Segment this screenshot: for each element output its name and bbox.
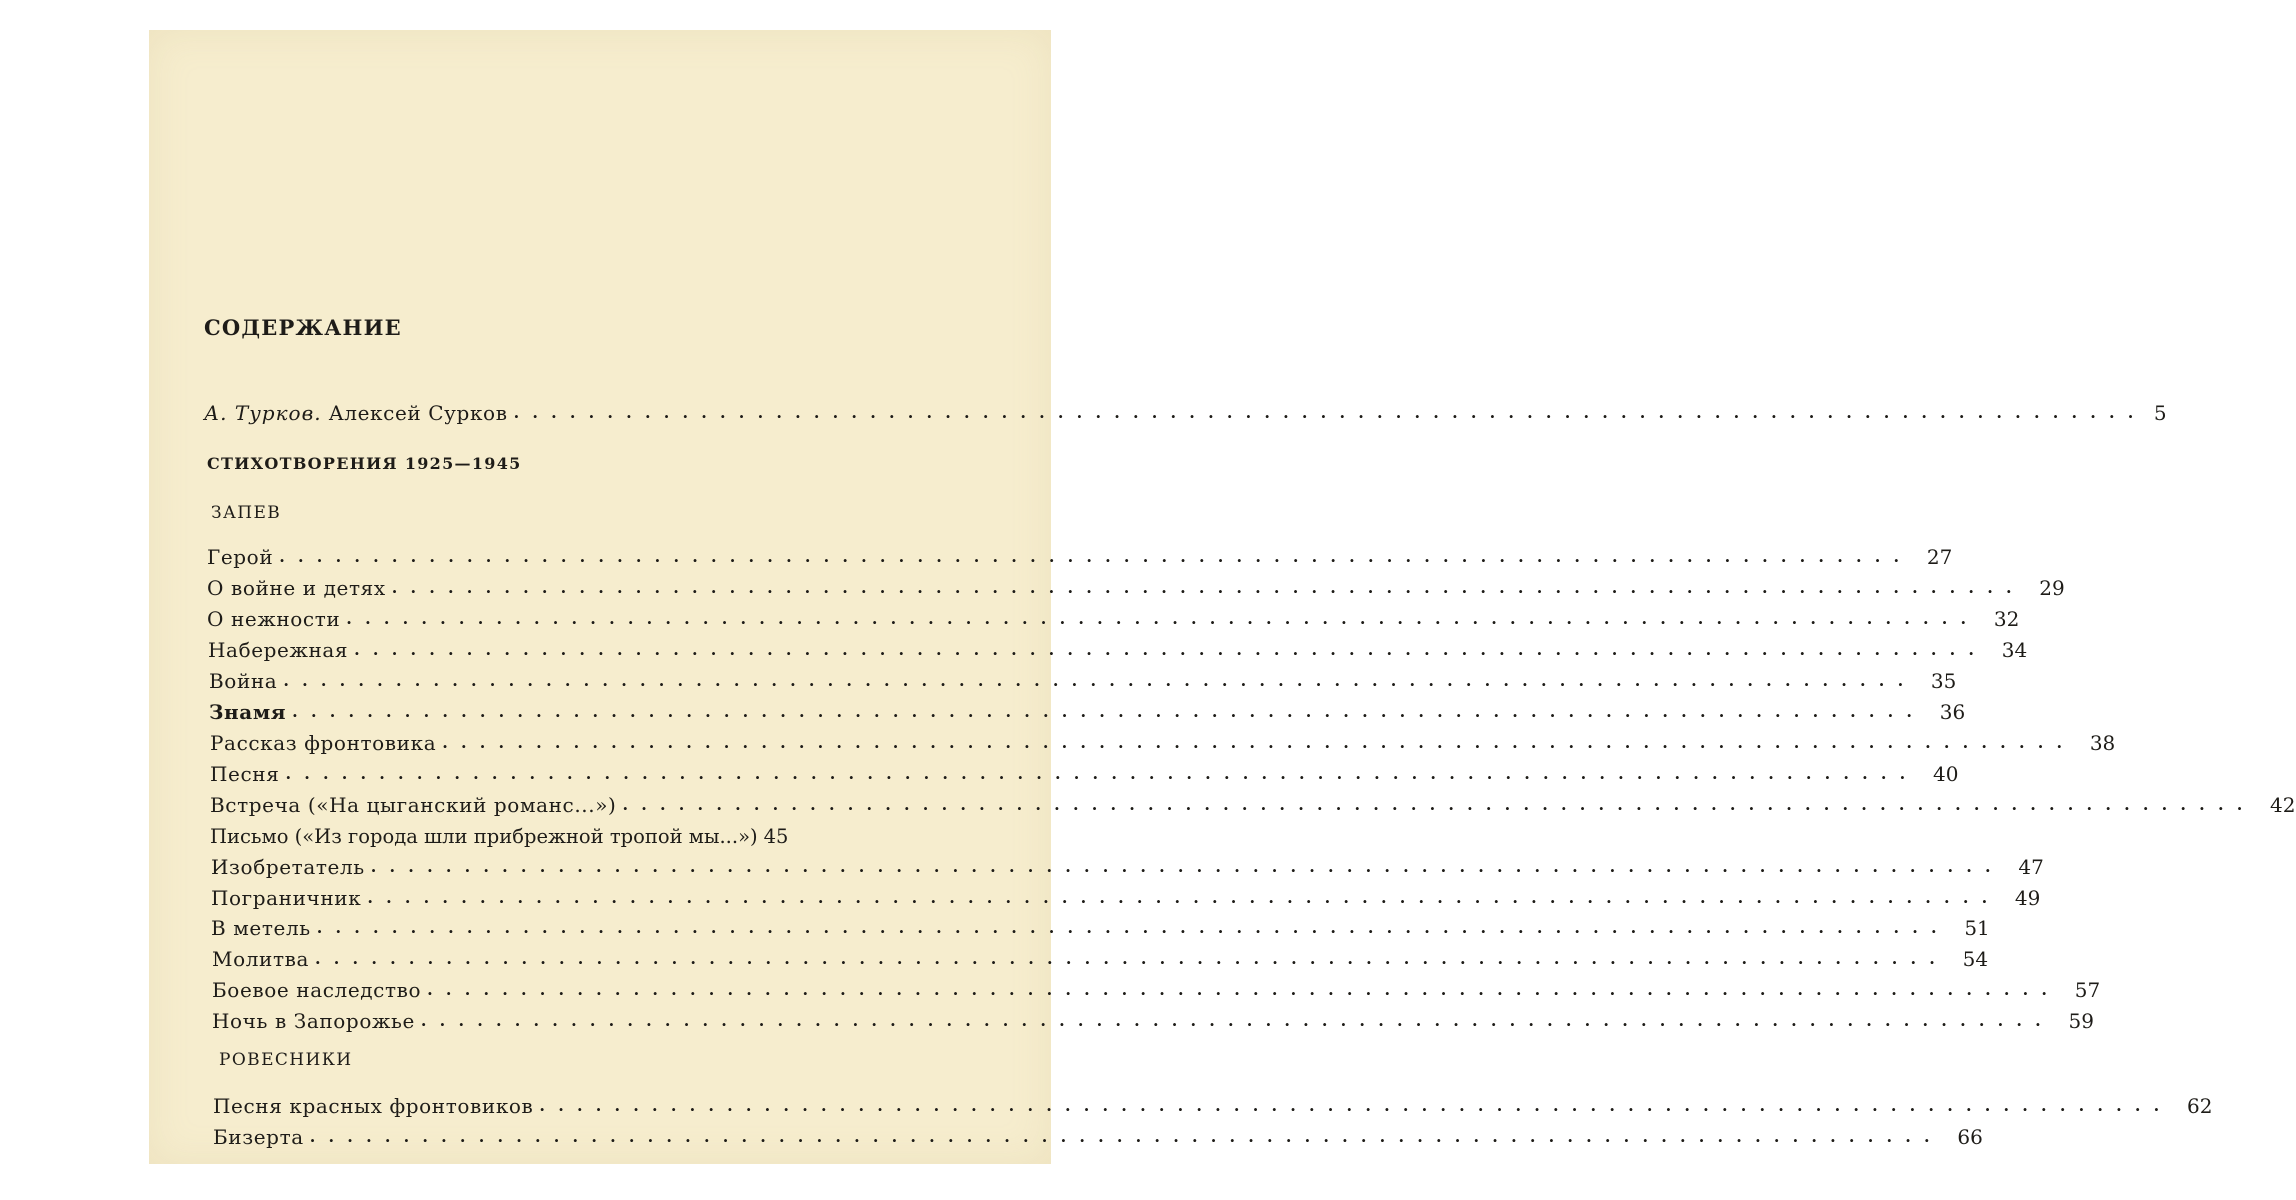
entry-title: Песня красных фронтовиков bbox=[213, 1094, 534, 1118]
toc-entry bbox=[212, 941, 1989, 971]
dot-leader: ....................................................................................... bbox=[539, 1096, 2173, 1115]
part-title: СТИХОТВОРЕНИЯ 1925—1945 bbox=[207, 454, 522, 473]
toc-entry bbox=[207, 601, 2020, 631]
page-number: 40 bbox=[1933, 762, 1959, 786]
page-number: 5 bbox=[2153, 401, 2167, 425]
entry-title: Бизерта bbox=[213, 1125, 304, 1149]
entry-title: Пограничник bbox=[211, 886, 362, 910]
entry-title: О войне и детях bbox=[207, 576, 386, 600]
toc-entry bbox=[207, 570, 2065, 600]
page-number: 27 bbox=[1926, 545, 1953, 569]
book-page bbox=[149, 30, 2296, 1164]
toc-entry bbox=[210, 756, 1959, 786]
entry-title: Песня bbox=[210, 762, 280, 786]
entry-title: Молитва bbox=[212, 947, 310, 971]
page-number: 59 bbox=[2068, 1009, 2094, 1033]
toc-entry bbox=[213, 1088, 2213, 1118]
page-number: 51 bbox=[1964, 916, 1990, 940]
entry-title: О нежности bbox=[207, 607, 341, 631]
toc-entry bbox=[210, 818, 914, 846]
contents-heading: СОДЕРЖАНИЕ bbox=[204, 315, 402, 340]
toc-entry bbox=[213, 1119, 1983, 1149]
dot-leader: ....................................................................................... bbox=[315, 949, 1949, 968]
entry-title: Боевое наследство bbox=[212, 978, 422, 1002]
page-number: 57 bbox=[2074, 978, 2101, 1002]
intro-author: А. Турков. bbox=[204, 401, 322, 425]
page-number: 36 bbox=[1939, 700, 1966, 724]
page-number: 38 bbox=[2089, 731, 2116, 755]
page-number: 34 bbox=[2001, 638, 2028, 662]
toc-entry bbox=[211, 880, 2041, 910]
section-title: ЗАПЕВ bbox=[211, 503, 282, 523]
page-number: 35 bbox=[1930, 669, 1957, 693]
entry-title: Изобретатель bbox=[211, 855, 365, 879]
page-number: 66 bbox=[1957, 1125, 1983, 1149]
toc-entry bbox=[210, 725, 2116, 755]
page-number: 45 bbox=[763, 824, 789, 848]
toc-entry bbox=[211, 910, 1990, 940]
toc-entry bbox=[211, 849, 2044, 879]
page-number: 32 bbox=[1993, 607, 2020, 631]
intro-title: Алексей Сурков bbox=[328, 401, 508, 425]
dot-leader: ....................................................................................... bbox=[420, 1011, 2054, 1030]
dot-leader: ....................................................................................... bbox=[391, 578, 2025, 597]
page-number: 47 bbox=[2018, 855, 2044, 879]
dot-leader: ....................................................................................... bbox=[622, 795, 2256, 814]
section-title: РОВЕСНИКИ bbox=[219, 1050, 353, 1070]
toc-entry bbox=[212, 1003, 2094, 1033]
entry-title: Рассказ фронтовика bbox=[210, 731, 437, 755]
entry-title: Встреча («На цыганский романс...») bbox=[210, 793, 617, 817]
toc-entry bbox=[209, 694, 1966, 724]
dot-leader: ....................................................................................... bbox=[354, 640, 1988, 659]
entry-title: Ночь в Запорожье bbox=[212, 1009, 415, 1033]
entry-title: Набережная bbox=[208, 638, 349, 662]
toc-entry bbox=[210, 787, 2296, 817]
dot-leader: ....................................................................................... bbox=[346, 609, 1980, 628]
entry-title: Герой bbox=[207, 545, 274, 569]
page-number: 49 bbox=[2014, 886, 2041, 910]
toc-entry bbox=[212, 972, 2101, 1002]
entry-title: Письмо («Из города шли прибрежной тропой мы...») bbox=[210, 824, 758, 848]
dot-leader: ....................................................................................... bbox=[279, 547, 1913, 566]
intro-entry bbox=[204, 395, 2167, 425]
dot-leader: ....................................................................................... bbox=[427, 980, 2061, 999]
dot-leader: ....................................................................................... bbox=[292, 702, 1926, 721]
dot-leader: ....................................................................................... bbox=[367, 888, 2001, 907]
dot-leader: ....................................................................................... bbox=[316, 918, 1950, 937]
entry-title: Война bbox=[209, 669, 278, 693]
dot-leader: ....................................................................................... bbox=[442, 733, 2076, 752]
page-number: 62 bbox=[2187, 1094, 2213, 1118]
toc-entry bbox=[207, 539, 1953, 569]
dot-leader: ....................................................................................... bbox=[283, 671, 1917, 690]
toc-entry bbox=[208, 632, 2028, 662]
dot-leader: ....................................................................................... bbox=[285, 764, 1919, 783]
page-number: 42 bbox=[2270, 793, 2296, 817]
dot-leader: ....................................................................................... bbox=[513, 403, 2147, 422]
entry-title: В метель bbox=[211, 916, 311, 940]
toc-entry bbox=[209, 663, 1957, 693]
page-number: 54 bbox=[1962, 947, 1989, 971]
dot-leader: ....................................................................................... bbox=[309, 1127, 1943, 1146]
intro-entry-title bbox=[204, 403, 514, 423]
dot-leader: ....................................................................................... bbox=[370, 857, 2004, 876]
page-number: 29 bbox=[2039, 576, 2065, 600]
entry-title: Знамя bbox=[209, 700, 287, 724]
